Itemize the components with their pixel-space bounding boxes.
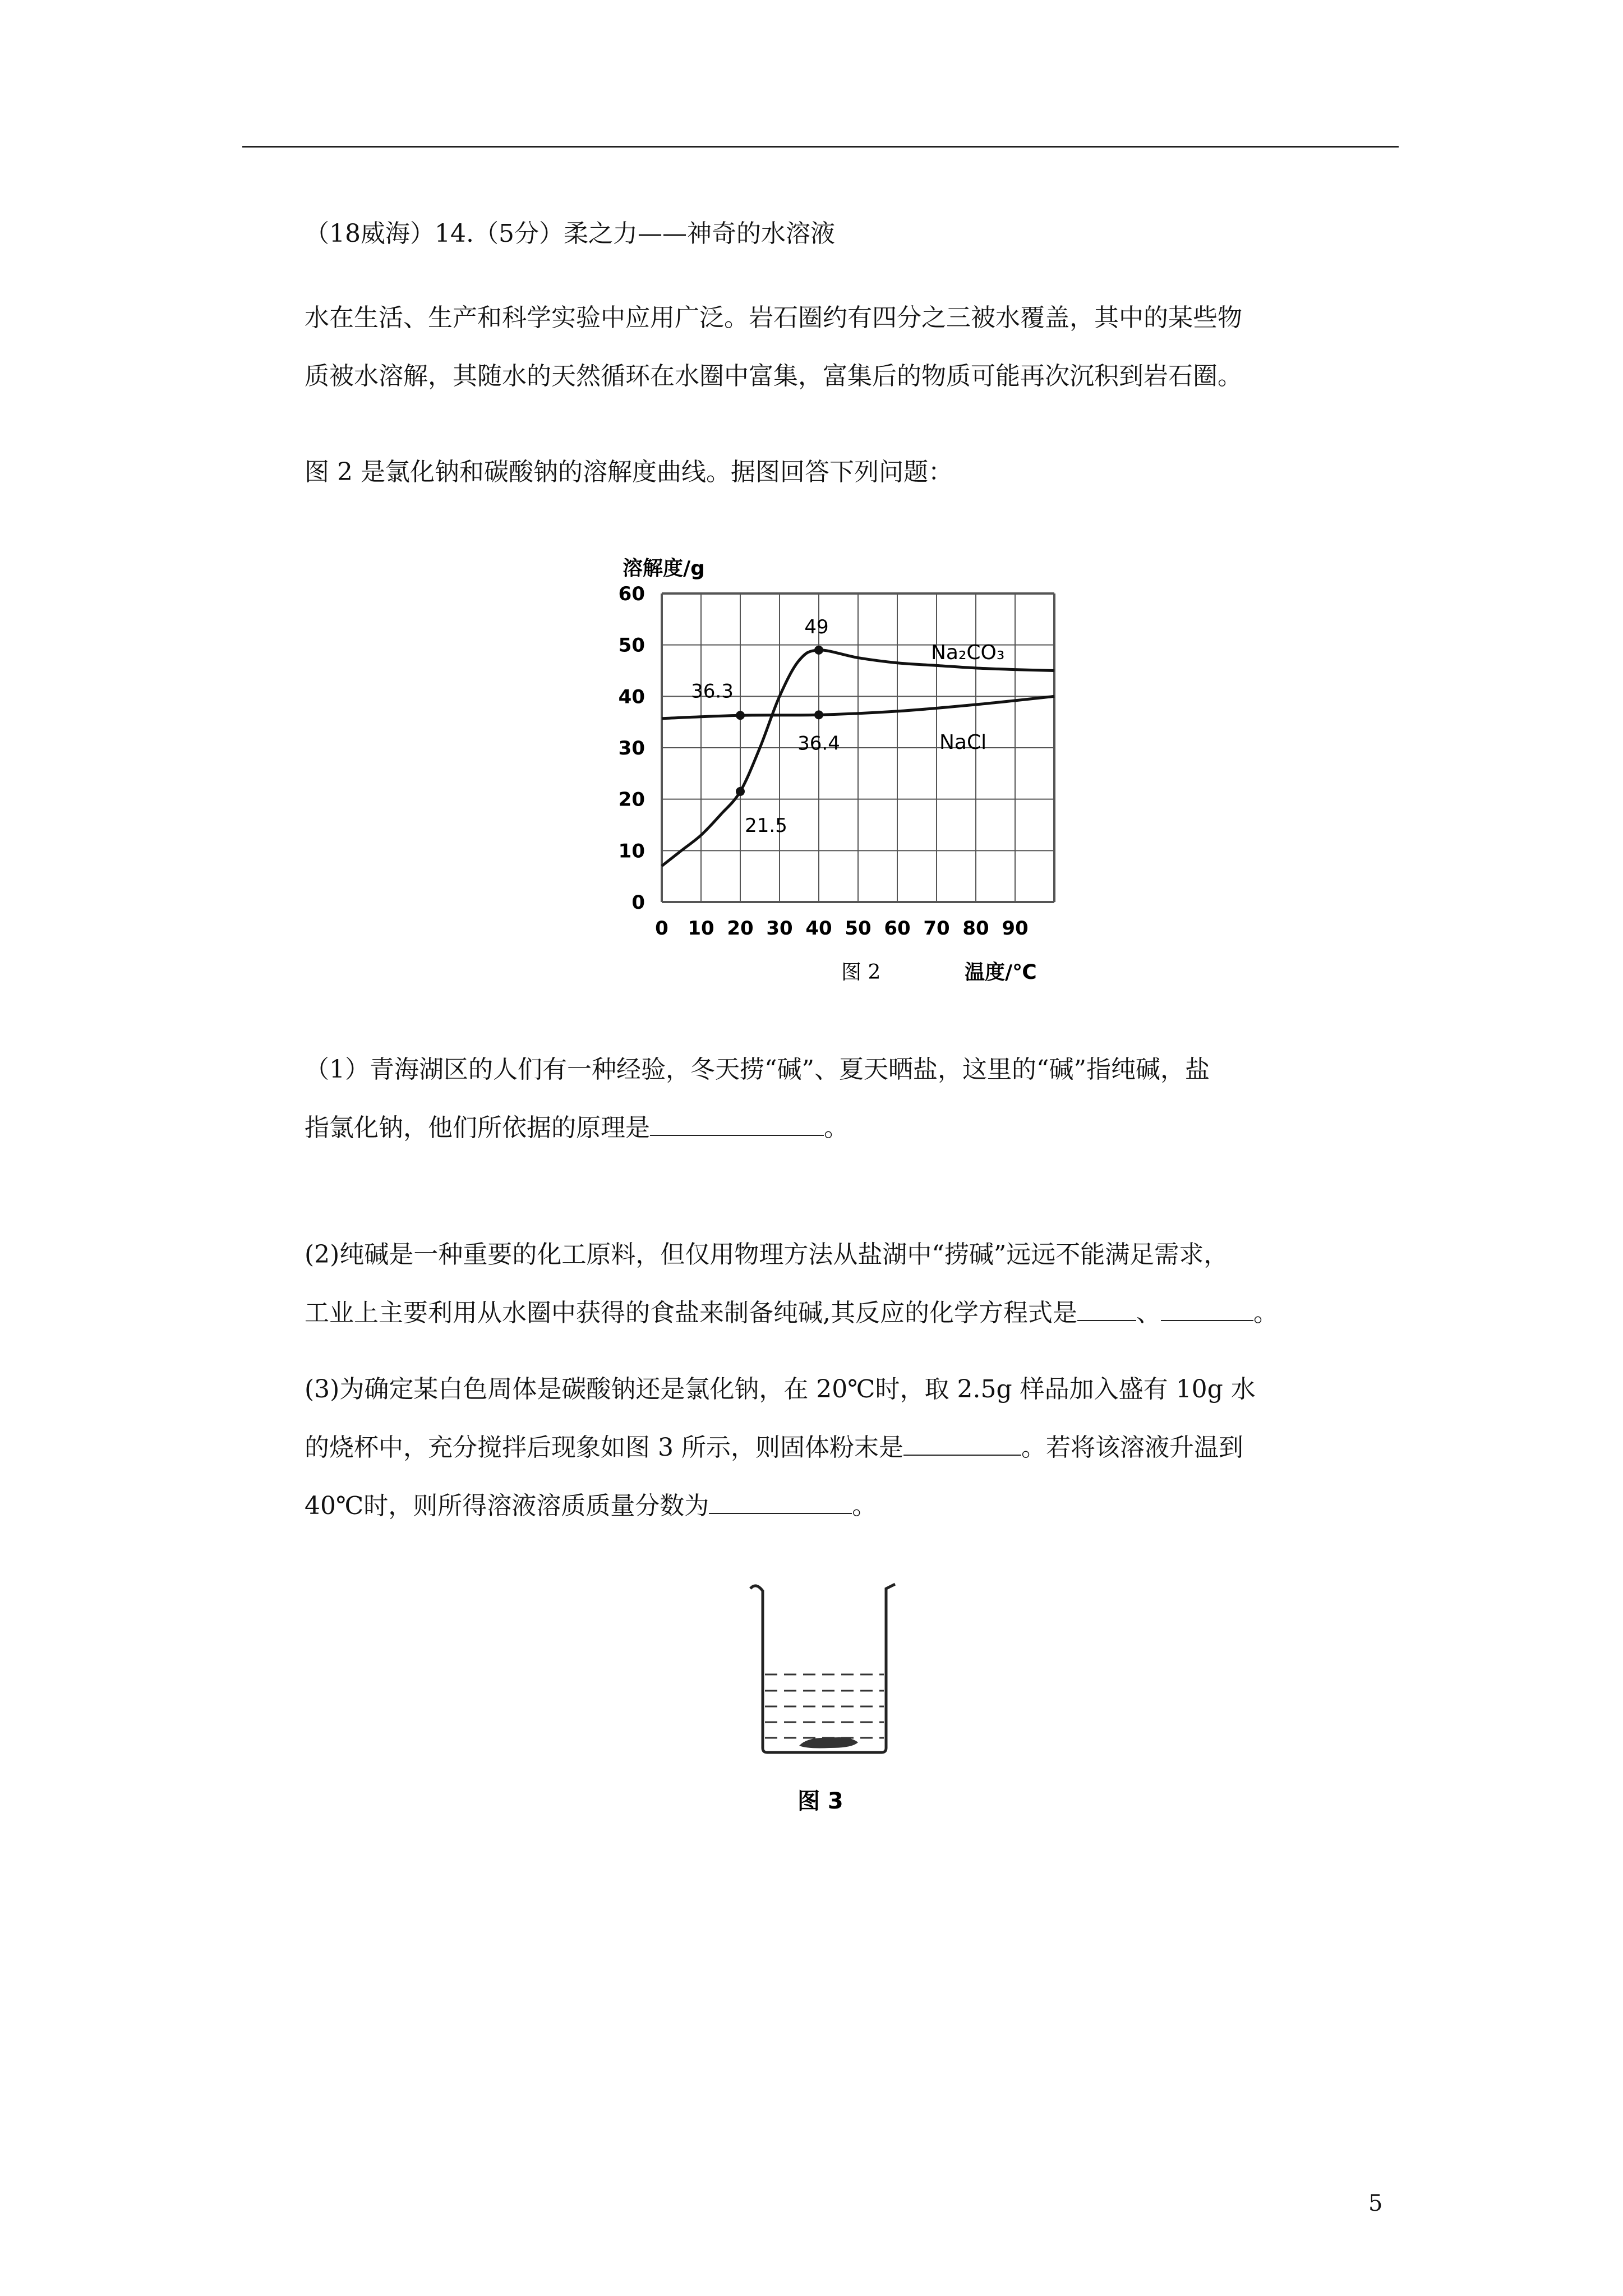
y-tick-60: 60 [618, 583, 645, 605]
q2-line-1: (2)纯碱是一种重要的化工原料，但仅用物理方法从盐湖中“捞碱”远远不能满足需求， [305, 1240, 1229, 1269]
q3-line-1: (3)为确定某白色周体是碳酸钠还是氯化钠，在 20℃时，取 2.5g 样品加入盛有 10g 水 [305, 1375, 1256, 1404]
q3-text: 的烧杯中，充分搅拌后现象如图 3 所示，则固体粉末是 [305, 1433, 903, 1462]
solubility-chart [617, 555, 1077, 993]
question-header: （18威海）14.（5分）柔之力——神奇的水溶液 [305, 219, 835, 248]
data-label-36.3: 36.3 [691, 680, 734, 703]
q2-text: 工业上主要利用从水圈中获得的食盐来制备纯碱,其反应的化学方程式是 [305, 1299, 1077, 1327]
undissolved-solid [799, 1737, 858, 1749]
x-tick-0: 0 [655, 917, 668, 940]
data-point-49 [814, 646, 823, 655]
data-label-49: 49 [804, 615, 829, 638]
legend-na2co3: Na₂CO₃ [931, 641, 1005, 664]
y-tick-20: 20 [618, 788, 645, 811]
beaker-figure [746, 1576, 903, 1823]
q2-answer-blank-2[interactable] [1161, 1297, 1253, 1321]
question-3 [305, 1360, 1404, 1535]
x-tick-50: 50 [845, 917, 872, 940]
data-label-36.4: 36.4 [797, 732, 840, 755]
x-tick-30: 30 [766, 917, 793, 940]
q2-line-2 [305, 1284, 1404, 1342]
intro-line-1: 水在生活、生产和科学实验中应用广泛。岩石圈约有四分之三被水覆盖，其中的某些物 [305, 303, 1242, 332]
q3-end: 。 [852, 1492, 877, 1520]
page-number: 5 [1368, 2191, 1383, 2216]
intro-paragraph [305, 289, 1404, 406]
beaker-outline [750, 1584, 895, 1752]
q3-line-3 [305, 1477, 1404, 1535]
q3-text-cont: 。若将该溶液升温到 [1021, 1433, 1243, 1462]
x-tick-90: 90 [1002, 917, 1029, 940]
y-tick-50: 50 [618, 634, 645, 657]
data-point-36.3 [736, 711, 745, 720]
figure-intro: 图 2 是氯化钠和碳酸钠的溶解度曲线。据图回答下列问题： [305, 458, 953, 486]
x-axis-label: 温度/℃ [965, 961, 1037, 984]
y-tick-10: 10 [618, 840, 645, 863]
beaker-water [765, 1674, 884, 1738]
x-tick-20: 20 [727, 917, 754, 940]
q2-answer-blank-1[interactable] [1077, 1297, 1136, 1321]
x-tick-80: 80 [962, 917, 989, 940]
chart-grid [662, 593, 1054, 902]
y-axis-label: 溶解度/g [623, 557, 705, 580]
question-1 [305, 1041, 1404, 1157]
data-point-36.4 [814, 710, 823, 719]
legend-nacl: NaCl [939, 731, 987, 754]
question-2 [305, 1226, 1404, 1342]
data-label-21.5: 21.5 [745, 814, 787, 837]
x-tick-60: 60 [884, 917, 911, 940]
x-tick-10: 10 [688, 917, 714, 940]
beaker-caption: 图 3 [797, 1788, 843, 1814]
chart-caption: 图 2 [841, 961, 881, 984]
intro-line-2: 质被水溶解，其随水的天然循环在水圈中富集，富集后的物质可能再次沉积到岩石圈。 [305, 362, 1242, 390]
q1-end: 。 [824, 1114, 849, 1142]
chart-annotations [691, 616, 840, 837]
q3-line-2 [305, 1419, 1404, 1477]
y-tick-40: 40 [618, 685, 645, 708]
x-tick-40: 40 [805, 917, 832, 940]
header-rule [242, 146, 1399, 148]
q2-separator: 、 [1136, 1299, 1161, 1327]
q1-line-1: （1）青海湖区的人们有一种经验，冬天捞“碱”、夏天晒盐，这里的“碱”指纯碱，盐 [305, 1055, 1210, 1084]
q1-answer-blank[interactable] [650, 1112, 824, 1136]
y-tick-30: 30 [618, 737, 645, 760]
q1-text: 指氯化钠，他们所依据的原理是 [305, 1114, 650, 1142]
y-tick-0: 0 [631, 891, 645, 914]
q2-end: 。 [1253, 1299, 1278, 1327]
q3-answer-blank-1[interactable] [903, 1432, 1021, 1456]
data-point-21.5 [736, 787, 745, 796]
q1-line-2 [305, 1099, 1404, 1157]
q3-text-2: 40℃时，则所得溶液溶质质量分数为 [305, 1492, 709, 1520]
x-tick-70: 70 [923, 917, 950, 940]
q3-answer-blank-2[interactable] [709, 1490, 852, 1514]
